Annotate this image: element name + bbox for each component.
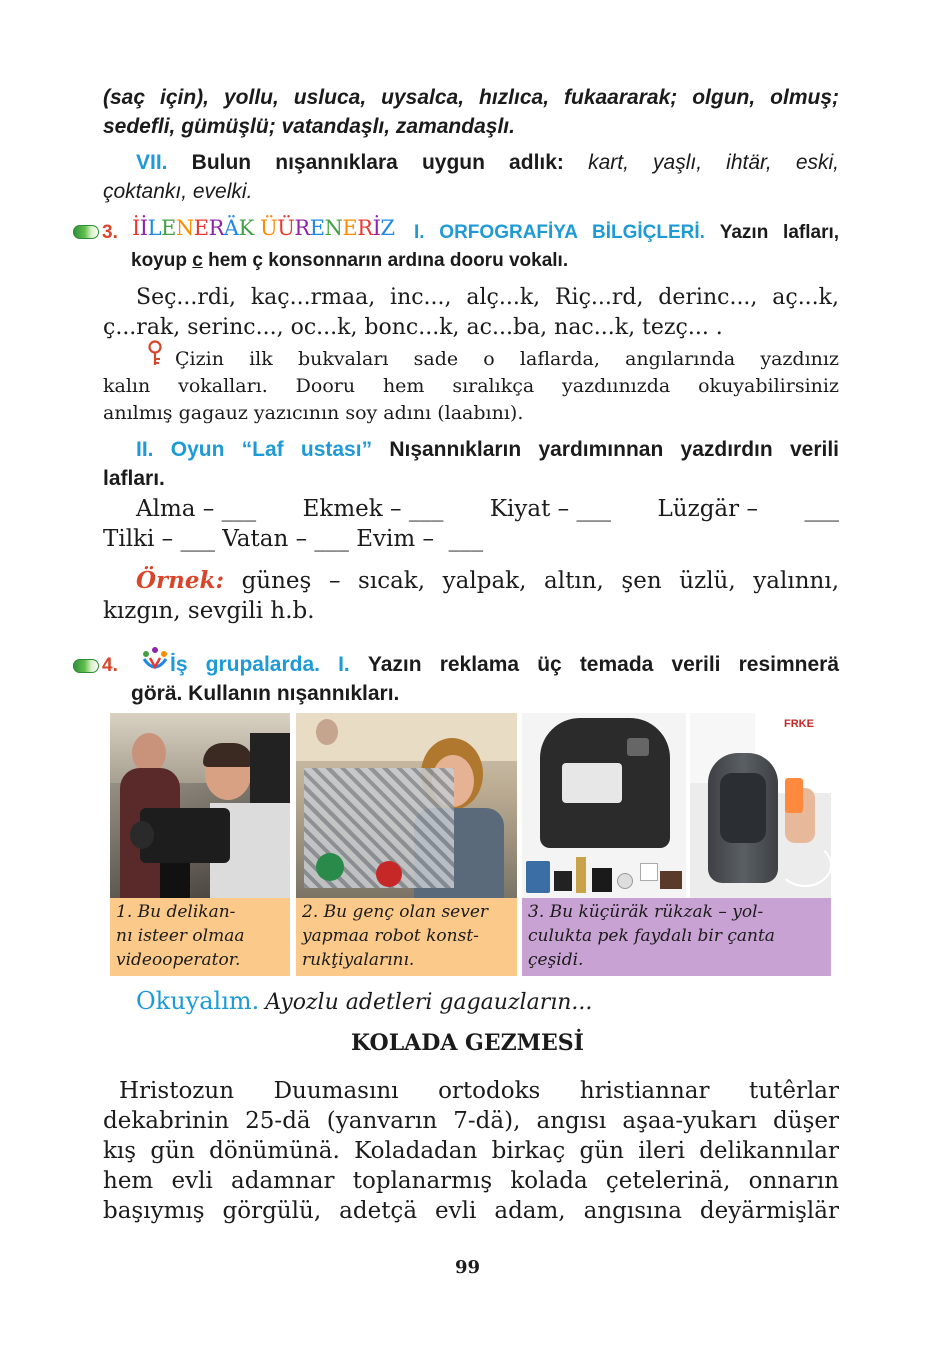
vii-number: VII. — [136, 151, 168, 174]
section-4-bullet-icon — [73, 659, 99, 673]
banner-letter: N — [324, 216, 343, 240]
reading-subtitle: Ayozlu adetleri gagauzların... — [265, 990, 593, 1015]
vii-line — [136, 149, 839, 177]
reading-line-3: kış gün dönümünä. Koladadan birkaç gün ileri delikannılar — [103, 1138, 839, 1164]
section-4-instruction-2: görä. Kullanın nışannıkları. — [131, 682, 400, 705]
instr-part-a: koyup — [131, 250, 193, 271]
banner-letter: Ü — [259, 216, 278, 240]
example-line-1 — [136, 566, 839, 596]
example-label: Örnek: — [136, 567, 224, 594]
reading-line-2: dekabrinin 25-dä (yanvarın 7-dä), angısı aşaa-yukarı düşer — [103, 1108, 839, 1134]
caption-1 — [110, 898, 290, 976]
instr-part-b: hem ç konsonnarın ardına dooru vokalı. — [202, 250, 569, 271]
caption-2-line-3: rukţiyalarını. — [302, 950, 415, 970]
banner-letter: K — [238, 216, 254, 240]
word-alma: Alma – ___ — [136, 496, 257, 522]
hint-line-3: anılmış gagauz yazıcının soy adını (laabını). — [103, 402, 524, 424]
banner-letter: İ — [132, 216, 140, 240]
banner-letter: R — [294, 216, 310, 240]
banner-letter: L — [147, 216, 162, 240]
game-title-line — [136, 436, 839, 464]
example-text: güneş – sıcak, yalpak, altın, şen üzlü, yalınnı, — [241, 568, 840, 594]
section-3-title — [414, 220, 839, 246]
banner-letter: R — [357, 216, 373, 240]
example-line-2: kızgın, sevgili h.b. — [103, 598, 315, 624]
top-line-2: sedefli, gümüşlü; vatandaşlı, zamandaşlı. — [103, 115, 515, 138]
group-work-icon — [140, 645, 170, 673]
caption-2 — [296, 898, 517, 976]
reading-line-4: hem evli adamnar toplanarmış kolada çetelerinä, onnarın — [103, 1168, 839, 1194]
reading-line-5: başıymış görgülü, adetçä evli adam, angısına deyärmişlär — [103, 1198, 839, 1224]
underlined-c: c — [192, 250, 203, 271]
banner-letter: Ü — [277, 216, 295, 240]
okuyalim-label: Okuyalım. — [136, 987, 260, 1015]
hint-line-1: Çizin ilk bukvaları sade o laflarda, angılarında yazdınız — [175, 348, 839, 370]
banner-letter: N — [175, 216, 194, 240]
exercise-line-1: Seç...rdi, kaç...rmaa, inc..., alç...k, Riç...rd, derinc..., aç...k, — [136, 285, 839, 310]
vii-words-2: çoktankı, evelki. — [103, 180, 253, 203]
banner-letter: R — [208, 216, 224, 240]
vii-words: kart, yaşlı, ihtär, eski, — [588, 151, 840, 174]
game-instruction: Nışannıkların yardımınnan yazdırdın verili — [389, 438, 839, 461]
shirt-print: FRKE — [784, 718, 814, 730]
photo-backpack-items — [522, 713, 686, 898]
key-icon — [145, 340, 165, 368]
section-4-title — [170, 651, 839, 679]
orthography-title: I. ORFOGRAFİYA BİLGİÇLERİ. — [414, 222, 705, 243]
banner-letter: E — [342, 216, 358, 240]
banner-letter: Z — [380, 216, 395, 240]
banner-letter: Ä — [223, 216, 239, 240]
reading-heading: KOLADA GEZMESİ — [351, 1030, 584, 1056]
section-4-instruction: Yazın reklama üç temada verili resimnerä — [367, 653, 839, 676]
word-kiyat: Kiyat – ___ — [489, 496, 611, 522]
caption-2-line-1: 2. Bu genç olan sever — [302, 902, 489, 922]
word-row-1 — [136, 494, 839, 524]
word-luzgar: Lüzgär – — [657, 496, 758, 522]
exercise-line-2: ç...rak, serinc..., oc...k, bonc...k, ac...ba, nac...k, tezç... . — [103, 315, 723, 340]
section-3-bullet-icon — [73, 225, 99, 239]
caption-1-line-3: videooperator. — [116, 950, 241, 970]
game-instruction-2: lafları. — [103, 467, 165, 490]
caption-1-line-2: nı isteer olmaa — [116, 926, 245, 946]
vii-instruction: Bulun nışannıklara uygun adlık: — [191, 151, 564, 174]
caption-1-line-1: 1. Bu delikan- — [116, 902, 236, 922]
photo-robot — [296, 713, 517, 898]
learning-banner — [132, 214, 394, 242]
banner-letter: İ — [139, 216, 148, 240]
section-3-instruction-2 — [131, 248, 568, 274]
banner-letter: E — [193, 216, 209, 240]
section-3-instruction: Yazın lafları, — [719, 222, 840, 243]
page-number: 99 — [454, 1257, 481, 1278]
section-3-number: 3. — [102, 222, 118, 243]
word-blank: ___ — [804, 496, 839, 522]
hint-line-2: kalın vokalları. Dooru hem sıralıkça yazdıınızda okuyabilirsiniz — [103, 375, 839, 397]
section-4-number: 4. — [102, 655, 118, 676]
banner-letter: E — [309, 216, 325, 240]
top-line-1: (saç için), yollu, usluca, uysalca, hızlıca, fukaararak; olgun, olmuş; — [103, 86, 839, 109]
caption-3-line-1: 3. Bu küçüräk rükzak – yol- — [528, 902, 764, 922]
banner-letter: İ — [372, 216, 381, 240]
photo-sling-bag — [690, 713, 831, 898]
photo-videooperator — [110, 713, 290, 898]
reading-line-1: Hristozun Duumasını ortodoks hristiannar tutêrlar — [119, 1078, 839, 1104]
reading-intro — [136, 985, 592, 1019]
word-ekmek: Ekmek – ___ — [302, 496, 444, 522]
caption-3 — [522, 898, 831, 976]
caption-3-line-3: çeşidi. — [528, 950, 584, 970]
game-title: II. Oyun “Laf ustası” — [136, 438, 373, 461]
caption-3-line-2: culukta pek faydalı bir çanta — [528, 926, 775, 946]
word-row-2: Tilki – ___ Vatan – ___ Evim – ___ — [103, 526, 484, 552]
group-work-title: İş grupalarda. I. — [170, 653, 350, 676]
banner-letter: E — [161, 216, 176, 240]
caption-2-line-2: yapmaa robot konst- — [302, 926, 479, 946]
